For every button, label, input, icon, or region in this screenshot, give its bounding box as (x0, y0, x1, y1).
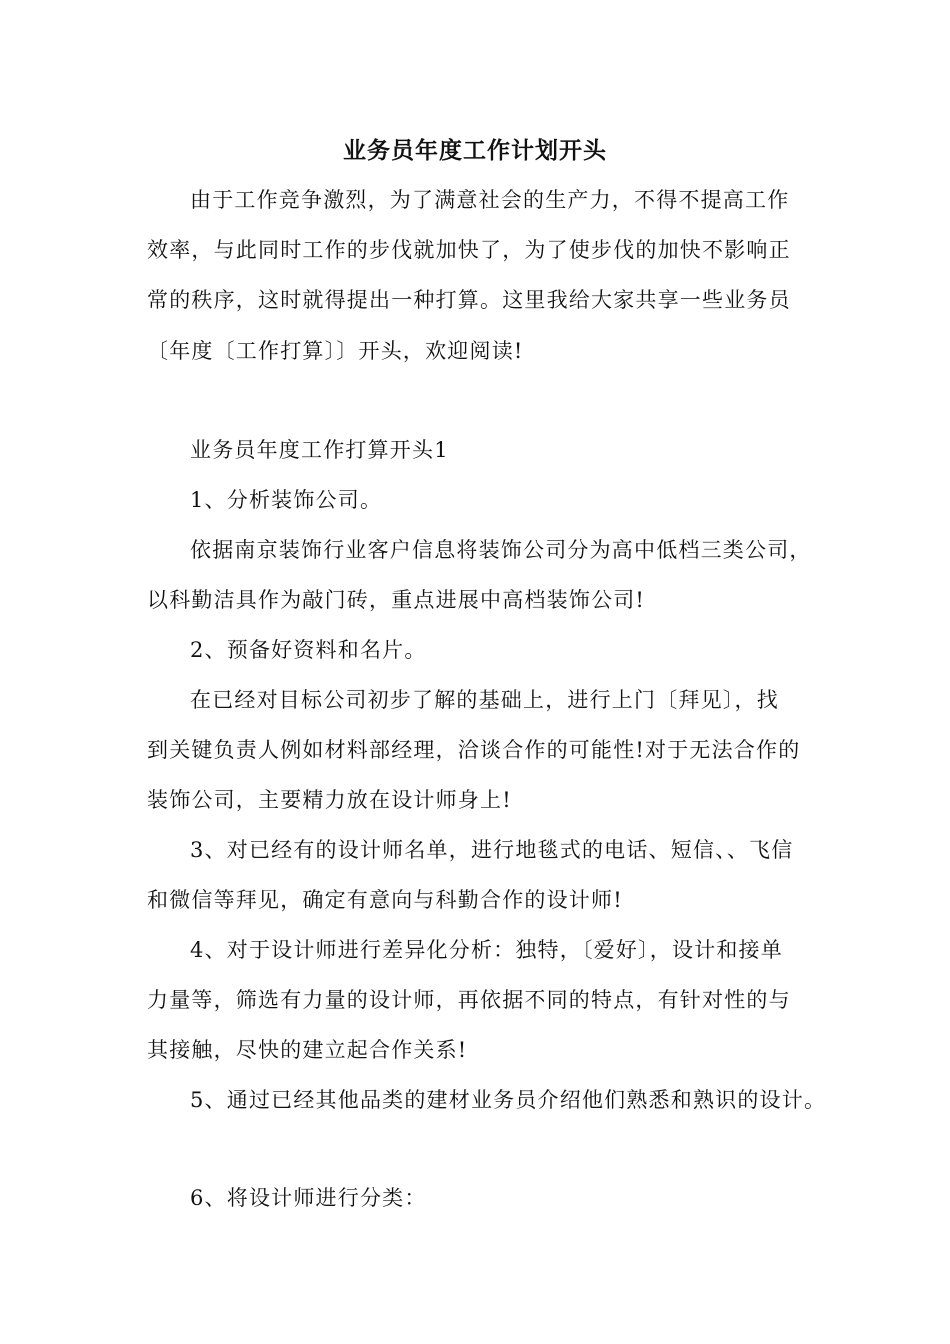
paragraph-line: 以科勤洁具作为敲门砖，重点进展中高档装饰公司! (147, 588, 646, 612)
list-item: 4、对于设计师进行差异化分析：独特，〔爱好〕，设计和接单 (190, 938, 783, 962)
paragraph-line: 依据南京装饰行业客户信息将装饰公司分为高中低档三类公司， (190, 538, 812, 562)
paragraph-line: 在已经对目标公司初步了解的基础上，进行上门〔拜见〕，找 (190, 688, 779, 712)
list-item: 6、将设计师进行分类： (190, 1186, 427, 1210)
document-title: 业务员年度工作计划开头 (343, 137, 607, 164)
paragraph-line: 常的秩序，这时就得提出一种打算。这里我给大家共享一些业务员 (147, 288, 791, 312)
list-item-heading: 1、分析装饰公司。 (190, 488, 383, 512)
list-item: 5、通过已经其他品类的建材业务员介绍他们熟悉和熟识的设计。 (190, 1088, 827, 1112)
paragraph-line: 〔年度〔工作打算〕〕开头，欢迎阅读! (147, 339, 524, 363)
paragraph-line: 和微信等拜见，确定有意向与科勤合作的设计师! (147, 888, 623, 912)
paragraph-line: 由于工作竞争激烈，为了满意社会的生产力，不得不提高工作 (190, 188, 790, 212)
paragraph-line: 到关键负责人例如材料部经理，洽谈合作的可能性!对于无法合作的 (147, 738, 801, 762)
list-item: 3、对已经有的设计师名单，进行地毯式的电话、短信、、飞信 (190, 838, 794, 862)
section-heading: 业务员年度工作打算开头1 (190, 438, 449, 462)
list-item-heading: 2、预备好资料和名片。 (190, 638, 427, 662)
paragraph-line: 力量等，筛选有力量的设计师，再依据不同的特点，有针对性的与 (147, 988, 791, 1012)
paragraph-line: 其接触，尽快的建立起合作关系! (147, 1038, 468, 1062)
paragraph-line: 装饰公司，主要精力放在设计师身上! (147, 788, 512, 812)
paragraph-line: 效率，与此同时工作的步伐就加快了，为了使步伐的加快不影响正 (147, 238, 791, 262)
